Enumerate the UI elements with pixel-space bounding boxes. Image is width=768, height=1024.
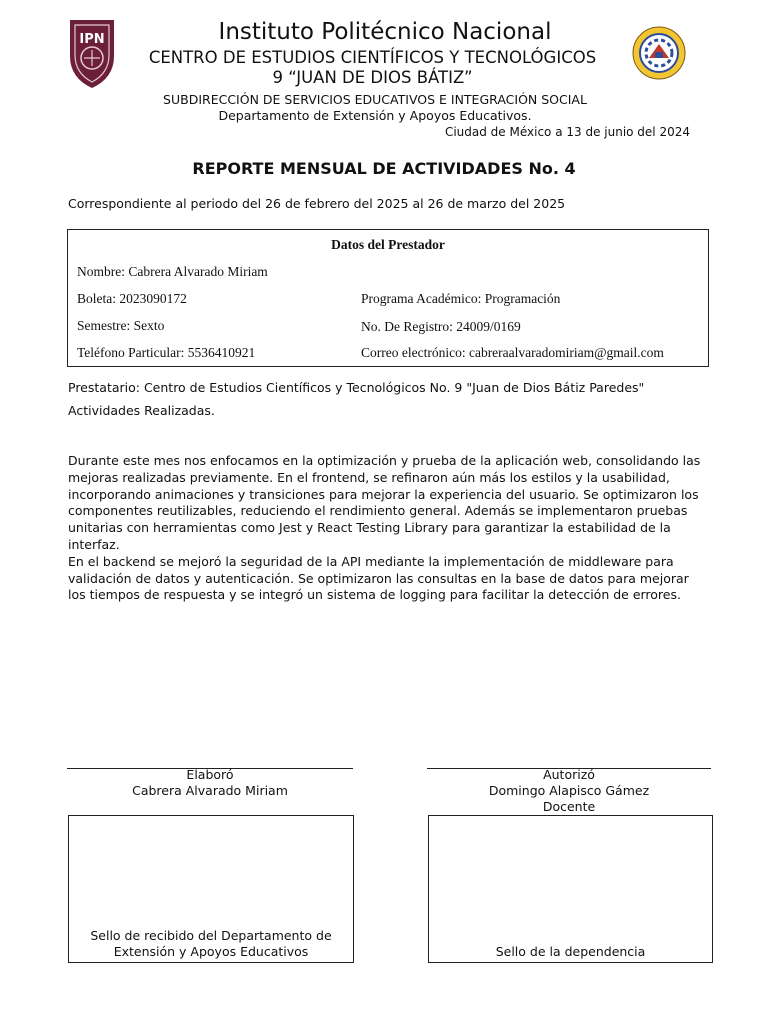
signature-block-autorizo [427, 767, 711, 815]
report-title: REPORTE MENSUAL DE ACTIVIDADES No. 4 [192, 159, 576, 178]
prestador-telefono: Teléfono Particular: 5536410921 [77, 345, 256, 360]
subdireccion: SUBDIRECCIÓN DE SERVICIOS EDUCATIVOS E INTEGRACIÓN SOCIAL [163, 92, 587, 107]
prestador-programa: Programa Académico: Programación [361, 291, 561, 306]
prestador-correo: Correo electrónico: cabreraalvaradomiriam@gmail.com [361, 345, 664, 360]
ipn-logo [64, 16, 120, 90]
svg-text:IPN: IPN [79, 32, 105, 47]
stamp-label-line2: Extensión y Apoyos Educativos [113, 944, 309, 959]
stamp-box-departamento [68, 815, 354, 963]
activities-paragraph-backend: En el backend se mejoró la seguridad de la API mediante la implementación de middleware para validación de datos y autenticación. Se optimizaron las consultas en la base de datos para mejorar los tiempos de respuesta y se integró un sistema de logging para facilitar la detección de errores. [68, 553, 689, 603]
prestatario: Prestatario: Centro de Estudios Científicos y Tecnológicos No. 9 "Juan de Dios Bátiz Paredes" [68, 380, 645, 395]
prestador-semestre: Semestre: Sexto [77, 318, 165, 333]
center-name-line1: CENTRO DE ESTUDIOS CIENTÍFICOS Y TECNOLÓGICOS [148, 48, 597, 67]
stamp-label-departamento [69, 928, 353, 960]
activities-description [68, 453, 703, 604]
departamento: Departamento de Extensión y Apoyos Educativos. [218, 108, 532, 123]
signature-role-autorizo: Autorizó [543, 767, 595, 782]
signature-title-autorizo: Docente [542, 799, 596, 814]
signature-name-autorizo: Domingo Alapisco Gámez [488, 783, 650, 798]
signature-block-elaboro [67, 767, 353, 799]
prestador-boleta: Boleta: 2023090172 [77, 291, 187, 306]
prestador-registro: No. De Registro: 24009/0169 [361, 319, 521, 334]
prestador-data-box [67, 229, 709, 367]
signature-name-elaboro: Cabrera Alvarado Miriam [132, 783, 288, 798]
prestador-nombre: Nombre: Cabrera Alvarado Miriam [77, 264, 268, 279]
stamp-label-line1: Sello de recibido del Departamento de [90, 928, 332, 943]
report-period: Correspondiente al periodo del 26 de febrero del 2025 al 26 de marzo del 2025 [68, 196, 566, 211]
signature-role-elaboro: Elaboró [186, 767, 234, 782]
prestador-heading: Datos del Prestador [331, 237, 445, 252]
stamp-label-dependencia: Sello de la dependencia [495, 944, 646, 959]
center-name-line2: 9 “JUAN DE DIOS BÁTIZ” [272, 68, 473, 87]
activities-paragraph-frontend: Durante este mes nos enfocamos en la optimización y prueba de la aplicación web, consolidando las mejoras realizadas previamente. En el frontend, se refinaron aún más los estilos y la usabilidad, incorporando animaciones y transiciones para mejorar la experiencia del usuario. Se optimizaron los componentes reutilizables, reduciendo el rendimiento general. Además se implementaron pruebas unitarias con herramientas como Jest y React Testing Library para garantizar la estabilidad de la interfaz. [68, 453, 701, 552]
document-date: Ciudad de México a 13 de junio del 2024 [444, 125, 690, 139]
actividades-heading: Actividades Realizadas. [68, 403, 215, 418]
institute-name: Instituto Politécnico Nacional [218, 19, 552, 45]
stamp-box-dependencia [428, 815, 713, 963]
